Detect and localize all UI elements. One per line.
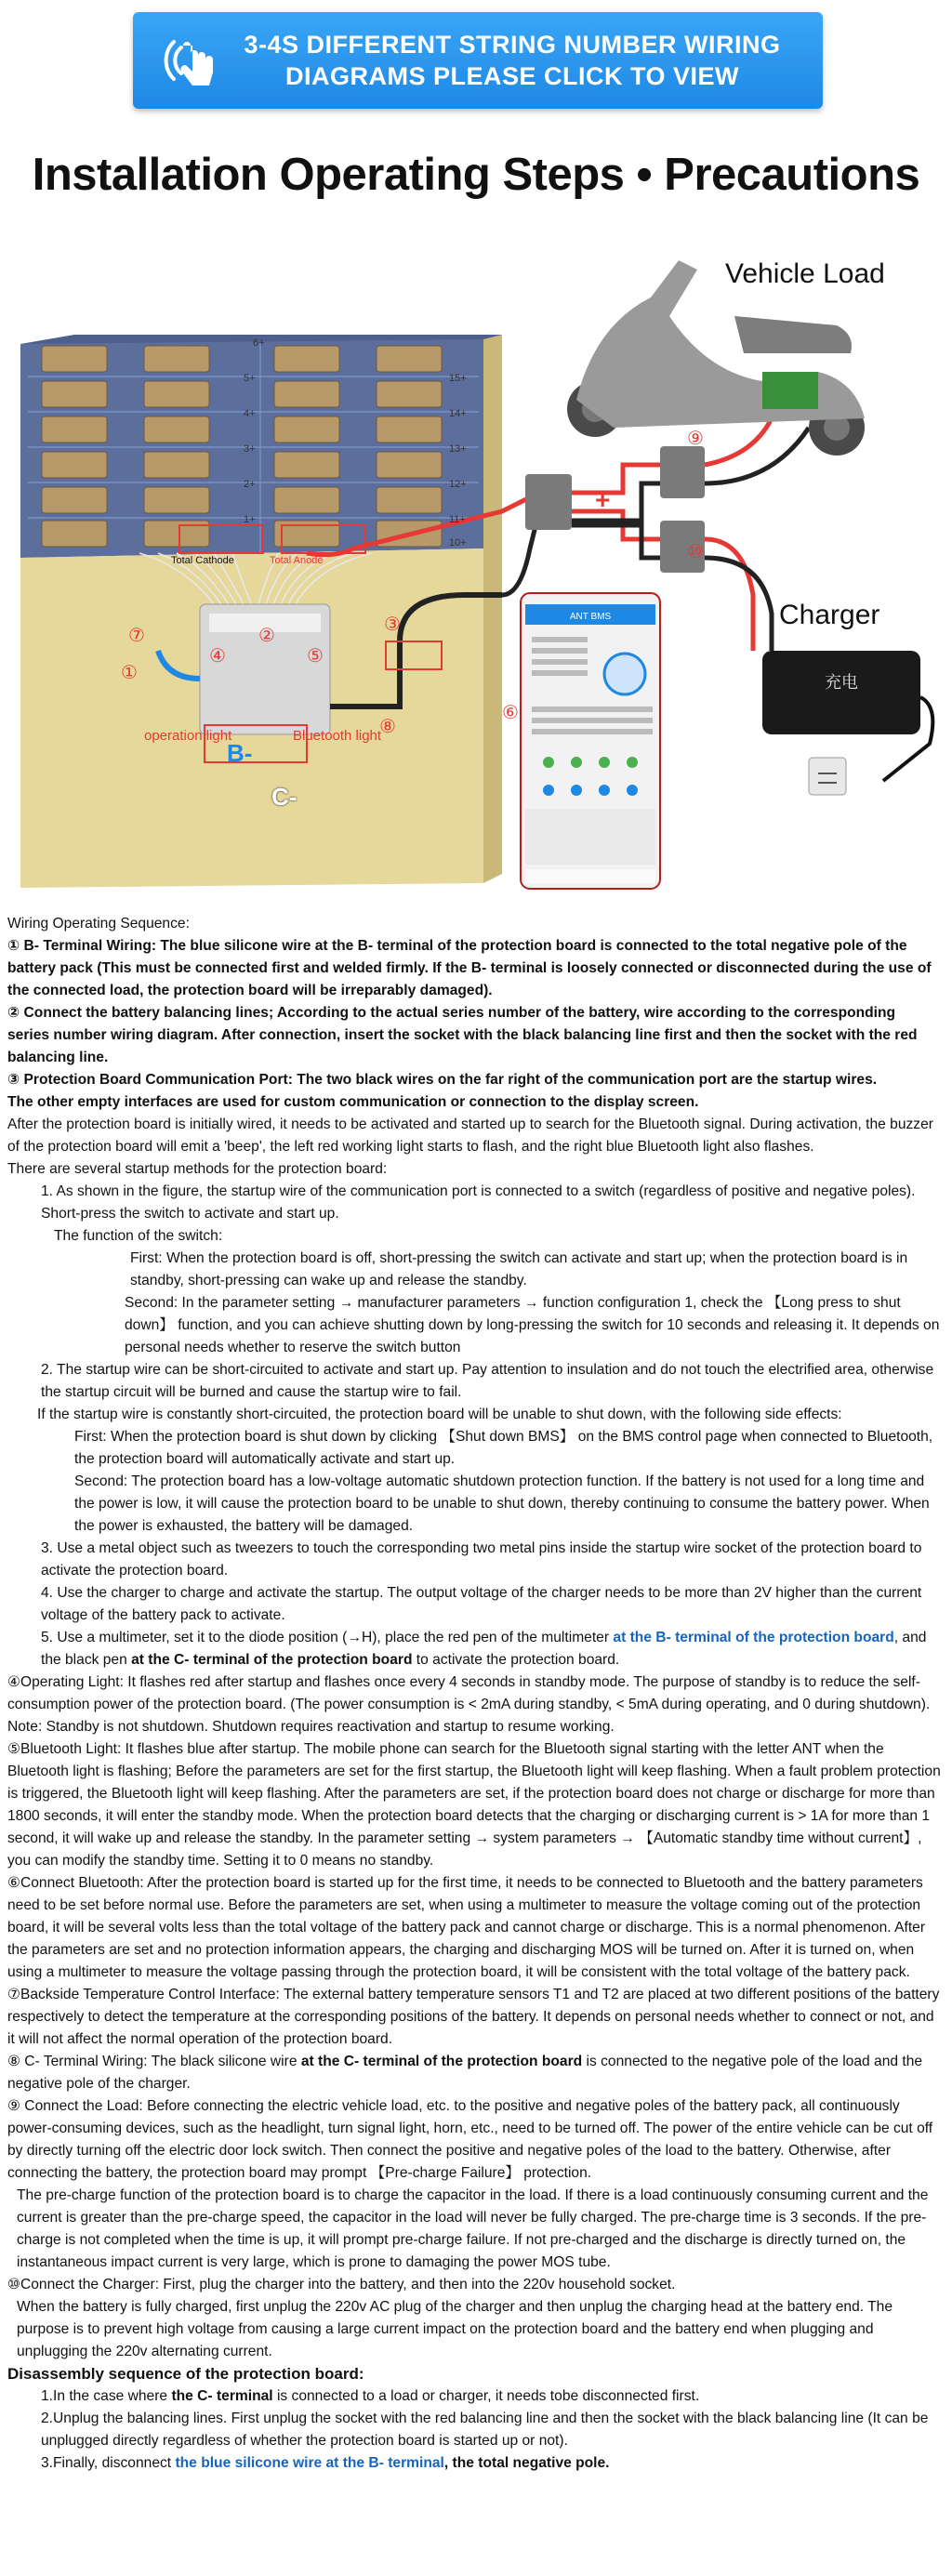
step-6: ⑥Connect Bluetooth: After the protection board is started up for the first time, it needs to be connected to Bluetooth and the battery parameters need to be set before normal use. Before the parameters are set, when using a multimeter to measure the voltage coming out of the protection board, it will be several volts less than the total voltage of the battery pack and cannot charge or discharge. This is a normal phenomenon. After the parameters are set and no protection information appears, the charging and discharging MOS will be turned on. After it is turned on, when using a multimeter to measure the voltage passing through the protection board, it will be consistent with the total voltage of the battery pack.	[7, 1875, 926, 1980]
marker-1: ①	[121, 661, 138, 683]
cell-label: 13+	[449, 443, 467, 455]
marker-6: ⑥	[502, 701, 519, 723]
total-cathode-label: Total Cathode	[171, 555, 234, 566]
method-5-text-c: , and the black pen	[41, 1630, 927, 1668]
step-9: ⑨ Connect the Load: Before connecting the electric vehicle load, etc. to the positive and negative poles of the battery pack, all continuously power-consuming devices, such as the headlight, turn signal light, horn, etc., need to be turned off. The power of the entire vehicle can be cut off by directly turning off the electric door lock switch. Then connect the positive and negative poles of the load to the battery. Otherwise, after connecting the battery, the protection board may prompt 【Pre-charge Failure】 protection.	[7, 2098, 933, 2181]
view-wiring-diagrams-banner[interactable]	[133, 12, 823, 109]
activation-paragraph: After the protection board is initially wired, it needs to be activated and started up to search for the Bluetooth signal. During activation, the buzzer of the protection board will emit a 'beep', the left red working light starts to flash, and the right blue Bluetooth light also flashes.	[7, 1116, 933, 1155]
cell-label: 15+	[449, 373, 467, 384]
phone-app-title: ANT BMS	[569, 612, 612, 622]
step-10-full: When the battery is fully charged, first unplug the 220v AC plug of the charger and then unplug the charging head at the battery end. The purpose is to prevent high voltage from causing a large current impact on the protection board and the battery end when plugging and unplugging the 220v alternating current.	[17, 2299, 893, 2359]
step-1: ① B- Terminal Wiring: The blue silicone wire at the B- terminal of the protection board is connected to the total negative pole of the battery pack (This must be connected first and welded firmly. If the B- terminal is loosely connected or disconnected during the use of the connected load, the protection board will be irreparably damaged).	[7, 938, 932, 998]
charger-label: Charger	[779, 600, 880, 630]
method-3: 3. Use a metal object such as tweezers to touch the corresponding two metal pins inside the startup wire socket of the protection board to activate the protection board.	[41, 1540, 922, 1579]
cell-label: 11+	[449, 514, 466, 525]
method-2-if: If the startup wire is constantly short-circuited, the protection board will be unable to shut down, with the following side effects:	[37, 1407, 842, 1422]
startup-methods-intro: There are several startup methods for the protection board:	[7, 1161, 388, 1177]
operation-light-label: operation light	[144, 728, 232, 744]
step-10: ⑩Connect the Charger: First, plug the charger into the battery, and then into the 220v household socket.	[7, 2277, 676, 2292]
banner-line-1: 3-4S DIFFERENT STRING NUMBER WIRING	[244, 31, 781, 59]
marker-3: ③	[384, 613, 401, 635]
cell-label: 5+	[244, 373, 256, 384]
method-2: 2. The startup wire can be short-circuited to activate and start up. Pay attention to insulation and do not touch the electrified area, otherwise the startup circuit will be burned and cause the startup wire to fail.	[41, 1362, 934, 1400]
method-2-first: First: When the protection board is shut down by clicking 【Shut down BMS】 on the BMS control page when connected to Bluetooth, the protection board will automatically activate and start up.	[74, 1429, 933, 1467]
method-1: 1. As shown in the figure, the startup wire of the communication port is connected to a switch (regardless of positive and negative poles). Short-press the switch to activate and start up.	[41, 1183, 916, 1222]
step-4: ④Operating Light: It flashes red after startup and flashes once every 4 seconds in standby mode. The purpose of standby is to reduce the self-consumption power of the protection board. (The power consumption is < 2mA during standby, < 5mA during operating, and 0 during shutdown). Note: Standby is not shutdown. Shutdown requires reactivation and startup to resume working.	[7, 1674, 931, 1735]
method-5-c-terminal: at the C- terminal of the protection board	[131, 1652, 413, 1668]
cell-label: 1+	[244, 514, 256, 525]
page-title: Installation Operating Steps • Precautions	[32, 150, 920, 200]
cell-label: 6+	[253, 337, 265, 349]
tap-hand-icon	[155, 23, 230, 98]
step-5: ⑤Bluetooth Light: It flashes blue after startup. The mobile phone can search for the Bluetooth signal starting with the letter ANT when the Bluetooth light is flashing; Before the parameters are set for the first startup, the Bluetooth light will keep flashing. When a fault problem protection is triggered, the Bluetooth light will keep flashing. After the parameters are set, if the protection board does not charge or discharge for more than 1800 seconds, it will enter the standby mode. When the protection board detects that the charging or discharging current is > 1A for more than 1 second, it will wake up and release the standby. In the parameter setting → system parameters → 【Automatic standby time without current】, you can modify the standby time. Setting it to 0 means no standby.	[7, 1741, 941, 1869]
vehicle-load-label: Vehicle Load	[725, 258, 885, 289]
method-1-second: Second: In the parameter setting → manufacturer parameters → function configuration 1, check the 【Long press to shut down】 function, and you can achieve shutting down by long-pressing the switch for 10 seconds and releasing it. It depends on personal needs whether to reserve the switch button	[125, 1295, 940, 1355]
method-5	[7, 1627, 941, 1671]
step-8	[7, 2051, 941, 2095]
method-5-text-a: 5. Use a multimeter, set it to the diode position (→H), place the red pen of the multimeter	[41, 1630, 614, 1645]
b-minus-label: B-	[227, 739, 253, 767]
marker-4: ④	[209, 644, 226, 667]
marker-2: ②	[258, 624, 275, 646]
c-minus-label: C-	[271, 783, 298, 811]
method-1-function: The function of the switch:	[54, 1228, 223, 1244]
disassembly-3-c: , the total negative pole.	[443, 2455, 610, 2471]
svg-text:+: +	[595, 485, 611, 514]
step-3b: The other empty interfaces are used for custom communication or connection to the display screen.	[7, 1094, 699, 1110]
step-8-c-terminal: at the C- terminal of the protection board	[300, 2054, 583, 2069]
marker-10: ⑩	[687, 540, 704, 562]
marker-8: ⑧	[379, 715, 396, 737]
disassembly-3-a: 3.Finally, disconnect	[41, 2455, 176, 2471]
instructions-text	[7, 913, 941, 2475]
load-connector	[660, 446, 705, 498]
step-2: ② Connect the battery balancing lines; According to the actual series number of the battery, wire according to the corresponding series number wiring diagram. After connection, insert the socket with the black balancing line first and then the socket with the red balancing line.	[7, 1005, 918, 1065]
method-4: 4. Use the charger to charge and activate the startup. The output voltage of the charger needs to be more than 2V higher than the current voltage of the battery pack to activate.	[41, 1585, 922, 1623]
bluetooth-light-label: Bluetooth light	[293, 728, 382, 744]
cell-label: 3+	[244, 443, 256, 455]
method-5-b-terminal: at the B- terminal of the protection board	[613, 1630, 894, 1645]
banner-text	[230, 29, 823, 92]
charger-box-label: 充电	[825, 673, 858, 693]
disassembly-3-blue-wire: the blue silicone wire at the B- terminal	[175, 2455, 444, 2471]
total-anode-label: Total Anode	[270, 555, 324, 566]
step-9-precharge: The pre-charge function of the protection board is to charge the capacitor in the load. If there is a load continuously consuming current and the current is greater than the pre-charge speed, the capacitor in the load will never be fully charged. The pre-charge time is 3 seconds. If the pre-charge is not completed when the time is up, it will prompt pre-charge failure. If not pre-charged and the discharge is directly turned on, the instantaneous impact current is very large, which is prone to damaging the power MOS tube.	[17, 2187, 929, 2270]
disassembly-1-a: 1.In the case where	[41, 2388, 172, 2404]
wiring-diagram	[0, 242, 952, 911]
cell-label: 12+	[449, 479, 467, 490]
disassembly-1	[7, 2385, 941, 2408]
marker-5: ⑤	[307, 644, 324, 667]
disassembly-3	[7, 2452, 941, 2475]
method-1-first: First: When the protection board is off, short-pressing the switch can activate and start up; when the protection board is in standby, short-pressing can wake up and release the standby.	[130, 1250, 908, 1288]
disassembly-title: Disassembly sequence of the protection board:	[7, 2365, 364, 2383]
banner-line-2: DIAGRAMS PLEASE CLICK TO VIEW	[284, 62, 740, 90]
marker-9: ⑨	[687, 427, 704, 449]
marker-7: ⑦	[128, 624, 145, 646]
disassembly-1-c-terminal: the C- terminal	[171, 2388, 273, 2404]
main-connector	[525, 474, 572, 530]
cell-label: 14+	[449, 408, 467, 419]
method-5-text-e: to activate the protection board.	[412, 1652, 620, 1668]
sequence-title: Wiring Operating Sequence:	[7, 916, 190, 931]
step-7: ⑦Backside Temperature Control Interface: The external battery temperature sensors T1 and T2 are placed at two different positions of the battery respectively to detect the temperature at the corresponding positions of the battery. It depends on personal needs whether to connect or not, and it will not affect the normal operation of the protection board.	[7, 1987, 940, 2047]
cell-label: 2+	[244, 479, 256, 490]
method-2-second: Second: The protection board has a low-voltage automatic shutdown protection function. If the battery is not used for a long time and the power is low, it will cause the protection board to be unable to shut down, thereby continuing to consume the battery power. When the power is exhausted, the battery will be damaged.	[74, 1473, 930, 1534]
step-8-text-c: is connected to the negative pole of the load and the negative pole of the charger.	[7, 2054, 923, 2092]
disassembly-2: 2.Unplug the balancing lines. First unplug the socket with the red balancing line and then the socket with the black balancing line (It can be unplugged directly regardless of whether the protection board is started up or not).	[41, 2411, 929, 2449]
step-3a: ③ Protection Board Communication Port: The two black wires on the far right of the communication port are the startup wires.	[7, 1072, 878, 1088]
wiring-diagram-graphic	[0, 242, 952, 911]
cell-label: 4+	[244, 408, 256, 419]
charger-box	[762, 651, 920, 734]
cell-label: 10+	[449, 537, 467, 548]
step-8-text-a: ⑧ C- Terminal Wiring: The black silicone wire	[7, 2054, 301, 2069]
disassembly-1-c: is connected to a load or charger, it needs tobe disconnected first.	[272, 2388, 700, 2404]
